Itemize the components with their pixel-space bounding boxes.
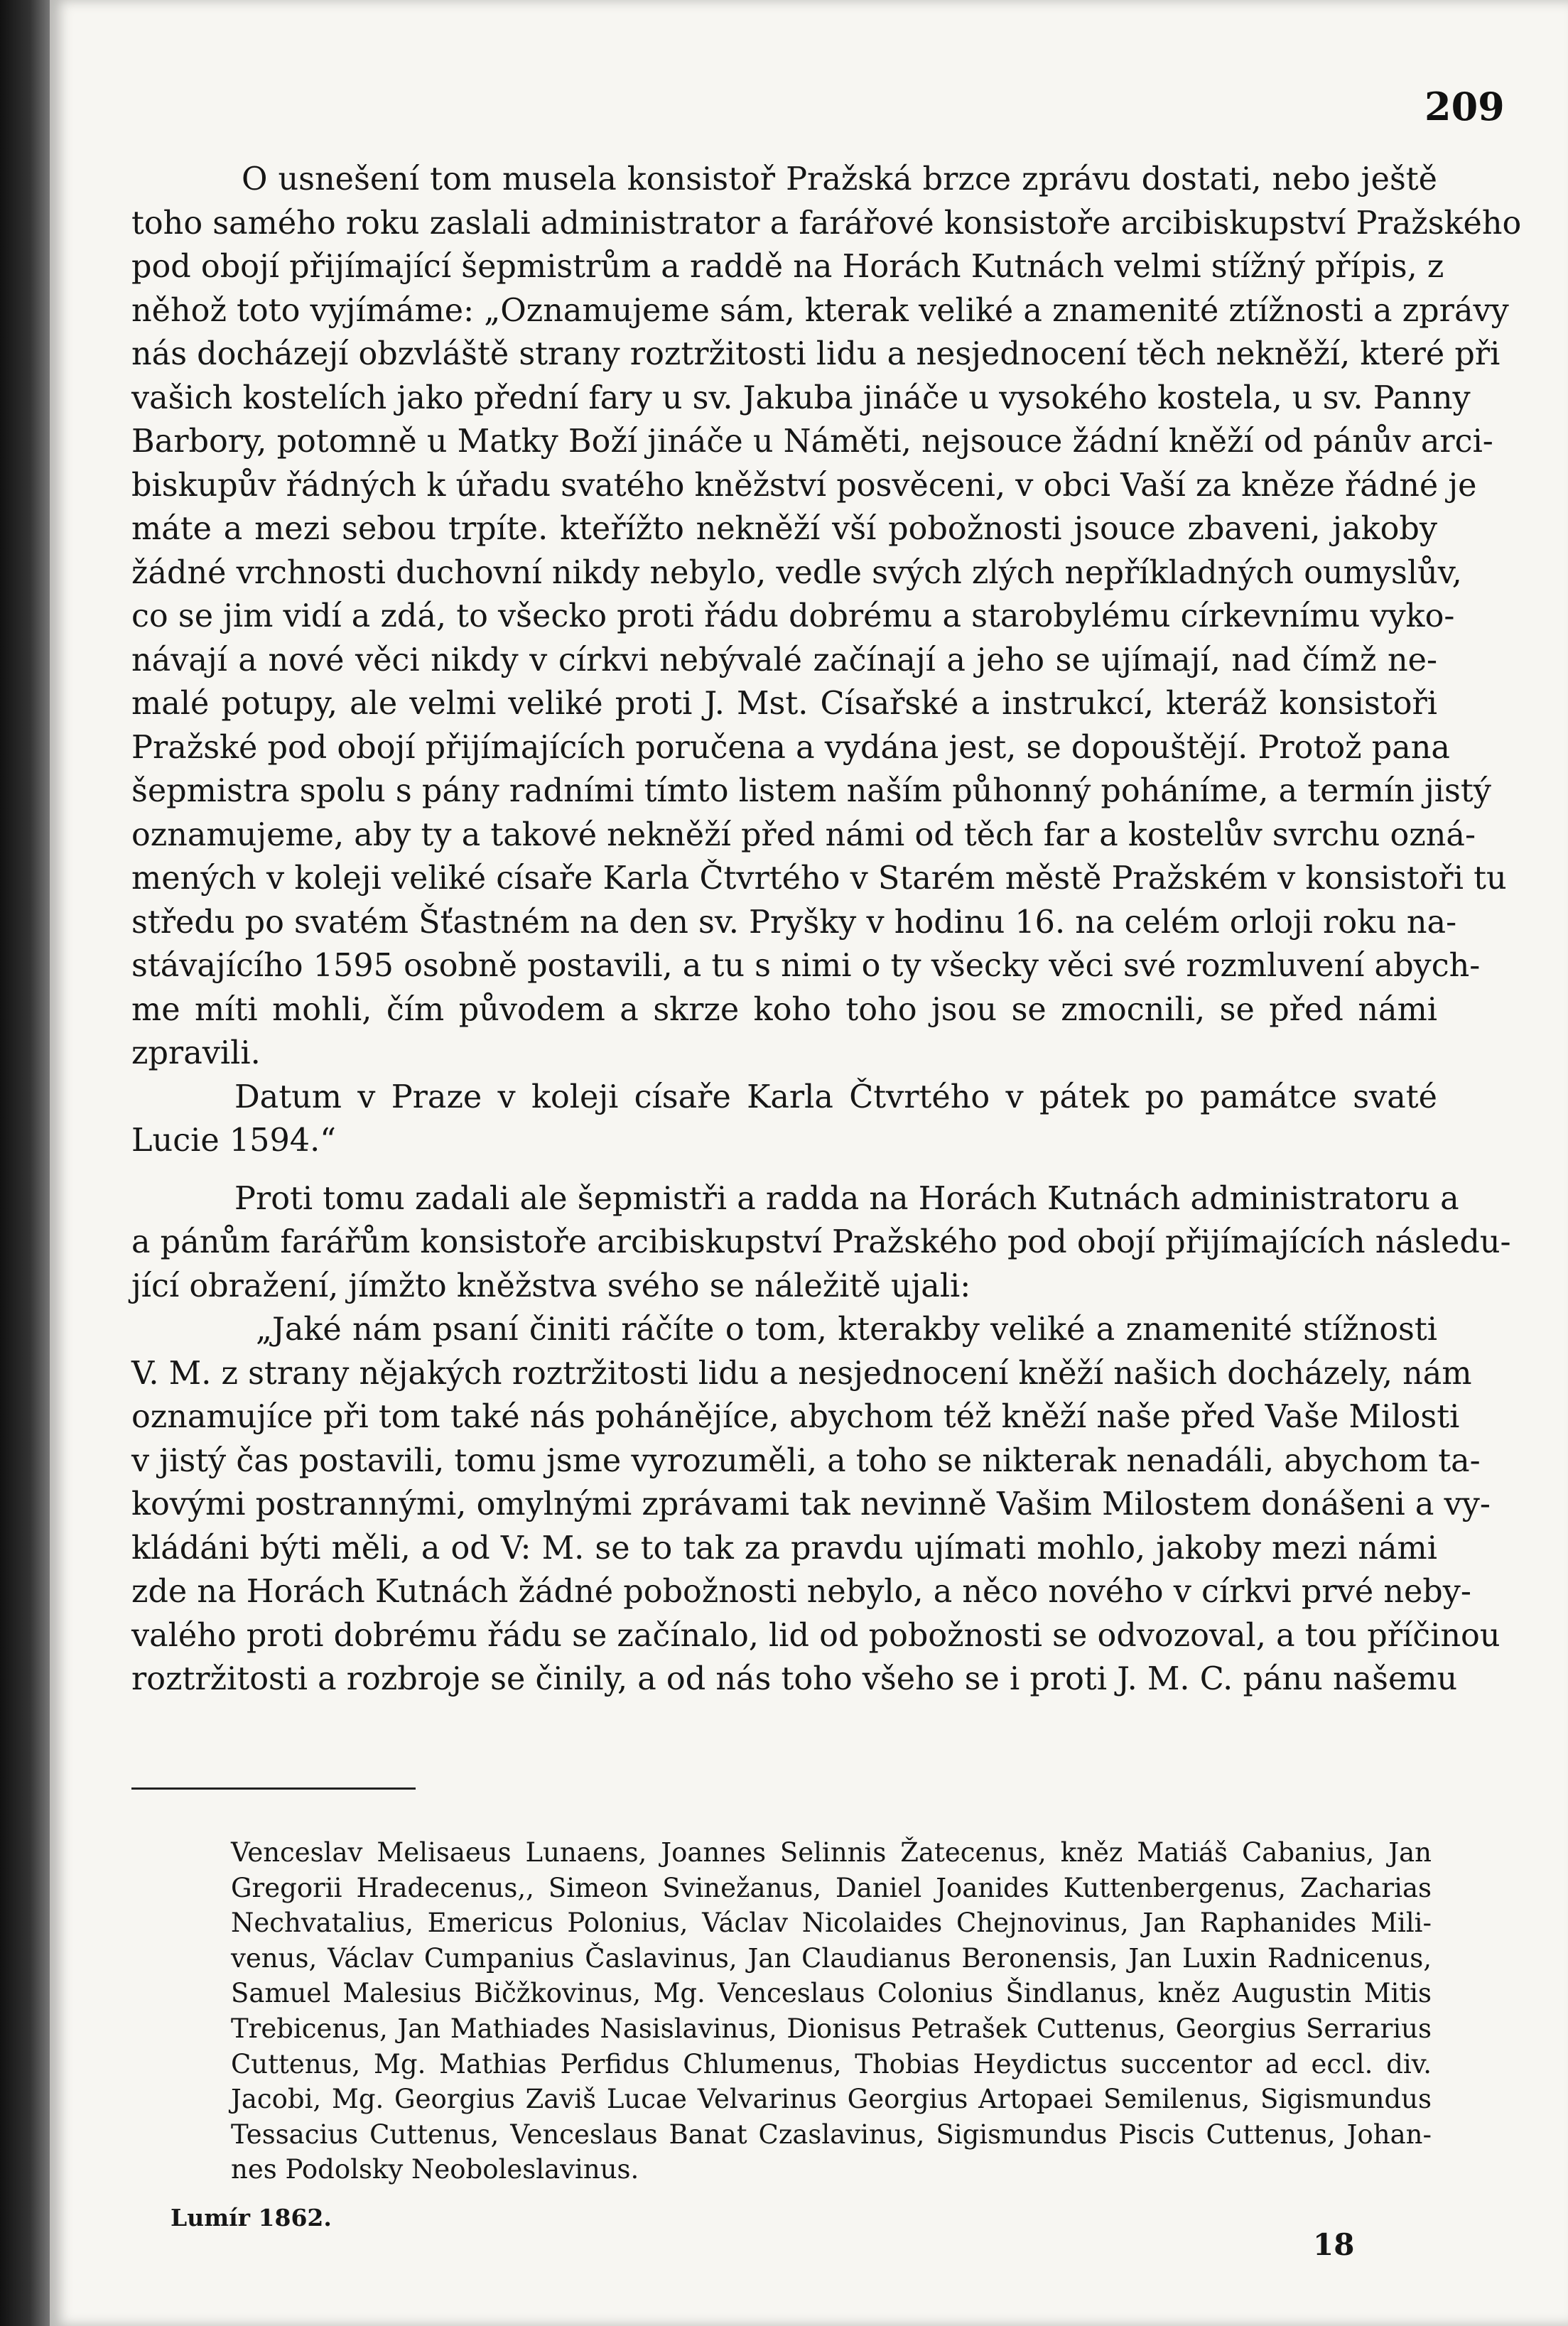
main-text-block [131, 158, 1522, 1702]
text-line: šepmistra spolu s pány radními tímto listem naším půhonný poháníme, a termín jistý [131, 773, 1491, 809]
text-line: máte a mezi sebou trpíte. kteřížto nekněží vší pobožnosti jsouce zbaveni, jakoby [131, 511, 1437, 547]
footnote-line: nes Podolsky Neoboleslavinus. [231, 2154, 639, 2185]
text-line: me míti mohli, čím původem a skrze koho toho jsou se zmocnili, se před námi [131, 991, 1437, 1028]
footnote-line: Samuel Malesius Bičžkovinus, Mg. Venceslaus Colonius Šindlanus, kněz Augustin Mitis [231, 1978, 1432, 2009]
text-line: oznamujíce při tom také nás pohánějíce, abychom též kněží naše před Vaše Milosti [131, 1399, 1460, 1435]
text-line: oznamujeme, aby ty a takové nekněží před námi od těch far a kostelův svrchu ozná- [131, 816, 1476, 853]
footnote-line: Tessacius Cuttenus, Venceslaus Banat Czaslavinus, Sigismundus Piscis Cuttenus, Johan- [231, 2119, 1432, 2150]
text-line: kládáni býti měli, a od V: M. se to tak za pravdu ujímati mohlo, jakoby mezi námi [131, 1530, 1437, 1567]
text-line: „Jaké nám psaní činiti ráčíte o tom, kterakby veliké a znamenité stížnosti [256, 1311, 1437, 1348]
footnote-line: Trebicenus, Jan Mathiades Nasislavinus, Dionisus Petrašek Cuttenus, Georgius Serrarius [231, 2013, 1432, 2044]
footnote-line: venus, Václav Cumpanius Časlavinus, Jan Claudianus Beronensis, Jan Luxin Radnicenus, [231, 1942, 1432, 1974]
text-line: mených v koleji veliké císaře Karla Čtvrtého v Starém městě Pražském v konsistoři tu [131, 860, 1507, 897]
page-number: 209 [1424, 84, 1505, 129]
text-line: zde na Horách Kutnách žádné pobožnosti nebylo, a něco nového v církvi prvé neby- [131, 1574, 1471, 1610]
text-line: návají a nové věci nikdy v církvi nebývalé začínají a jeho se ujímají, nad čímž ne- [131, 642, 1437, 678]
book-binding-shadow [0, 0, 50, 2326]
text-line: v jistý čas postavili, tomu jsme vyrozuměli, a toho se nikterak nenadáli, abychom ta- [131, 1442, 1481, 1479]
footnote-line: Venceslav Melisaeus Lunaens, Joannes Selinnis Žatecenus, kněz Matiáš Cabanius, Jan [231, 1837, 1432, 1868]
text-line: středu po svatém Šťastném na den sv. Pryšky v hodinu 16. na celém orloji roku na- [131, 904, 1457, 941]
text-line: malé potupy, ale velmi veliké proti J. Mst. Císařské a instrukcí, kteráž konsistoři [131, 686, 1437, 722]
footnote-block [231, 1835, 1432, 2187]
text-line: roztržitosti a rozbroje se činily, a od nás toho všeho se i proti J. M. C. pánu našemu [131, 1661, 1458, 1697]
text-line: Barbory, potomně u Matky Boží jináče u Náměti, nejsouce žádní kněží od pánův arci- [131, 423, 1493, 460]
text-line: pod obojí přijímající šepmistrům a raddě na Horách Kutnách velmi stížný přípis, z [131, 249, 1444, 285]
footnote-divider [131, 1787, 416, 1790]
signature-mark: 18 [1313, 2227, 1355, 2262]
footnote-line: Gregorii Hradecenus,, Simeon Svinežanus, Daniel Joanides Kuttenbergenus, Zacharias [231, 1872, 1432, 1903]
text-line: kovými postrannými, omylnými zprávami tak nevinně Vašim Milostem donášeni a vy- [131, 1486, 1491, 1522]
text-line: vašich kostelích jako přední fary u sv. Jakuba jináče u vysokého kostela, u sv. Panny [131, 379, 1471, 416]
text-line: žádné vrchnosti duchovní nikdy nebylo, vedle svých zlých nepříkladných oumyslův, [131, 554, 1462, 591]
footnote-line: Cuttenus, Mg. Mathias Perfidus Chlumenus, Thobias Heydictus succentor ad eccl. div. [231, 2048, 1432, 2079]
text-line: O usnešení tom musela konsistoř Pražská brzce zprávu dostati, nebo ještě [242, 161, 1437, 198]
text-line: stávajícího 1595 osobně postavili, a tu s nimi o ty všecky věci své rozmluvení abych- [131, 948, 1481, 984]
text-line: V. M. z strany nějakých roztržitosti lidu a nesjednocení kněží našich docházely, nám [131, 1355, 1472, 1392]
text-line: Datum v Praze v koleji císaře Karla Čtvrtého v pátek po památce svaté [234, 1078, 1437, 1115]
text-line: biskupův řádných k úřadu svatého kněžství posvěceni, v obci Vaší za kněze řádné je [131, 467, 1477, 504]
text-line: nás docházejí obzvláště strany roztržitosti lidu a nesjednocení těch nekněží, které při [131, 336, 1501, 372]
text-line: toho samého roku zaslali administrator a farářové konsistoře arcibiskupství Pražského [131, 205, 1522, 242]
text-line: valého proti dobrému řádu se začínalo, lid od pobožnosti se odvozoval, a tou příčinou [131, 1617, 1501, 1654]
footnote-line: Nechvatalius, Emericus Polonius, Václav Nicolaides Chejnovinus, Jan Raphanides Mili- [231, 1908, 1432, 1939]
text-line: co se jim vidí a zdá, to všecko proti řádu dobrému a starobylému církevnímu vyko- [131, 598, 1455, 634]
text-line: zpravili. [131, 1035, 261, 1071]
text-line: Proti tomu zadali ale šepmistři a radda na Horách Kutnách administratoru a [234, 1180, 1459, 1217]
text-line: a pánům farářům konsistoře arcibiskupství Pražského pod obojí přijímajících následu- [131, 1224, 1511, 1260]
text-line: Pražské pod obojí přijímajících poručena a vydána jest, se dopouštějí. Protož pana [131, 729, 1450, 766]
footnote-line: Jacobi, Mg. Georgius Zaviš Lucae Velvarinus Georgius Artopaei Semilenus, Sigismundus [231, 2084, 1432, 2115]
text-line: něhož toto vyjímáme: „Oznamujeme sám, kterak veliké a znamenité ztížnosti a zprávy [131, 292, 1509, 329]
text-line: jící obražení, jímžto kněžstva svého se náležitě ujali: [131, 1267, 971, 1304]
source-citation: Lumír 1862. [171, 2204, 332, 2232]
text-line: Lucie 1594.“ [131, 1123, 336, 1159]
